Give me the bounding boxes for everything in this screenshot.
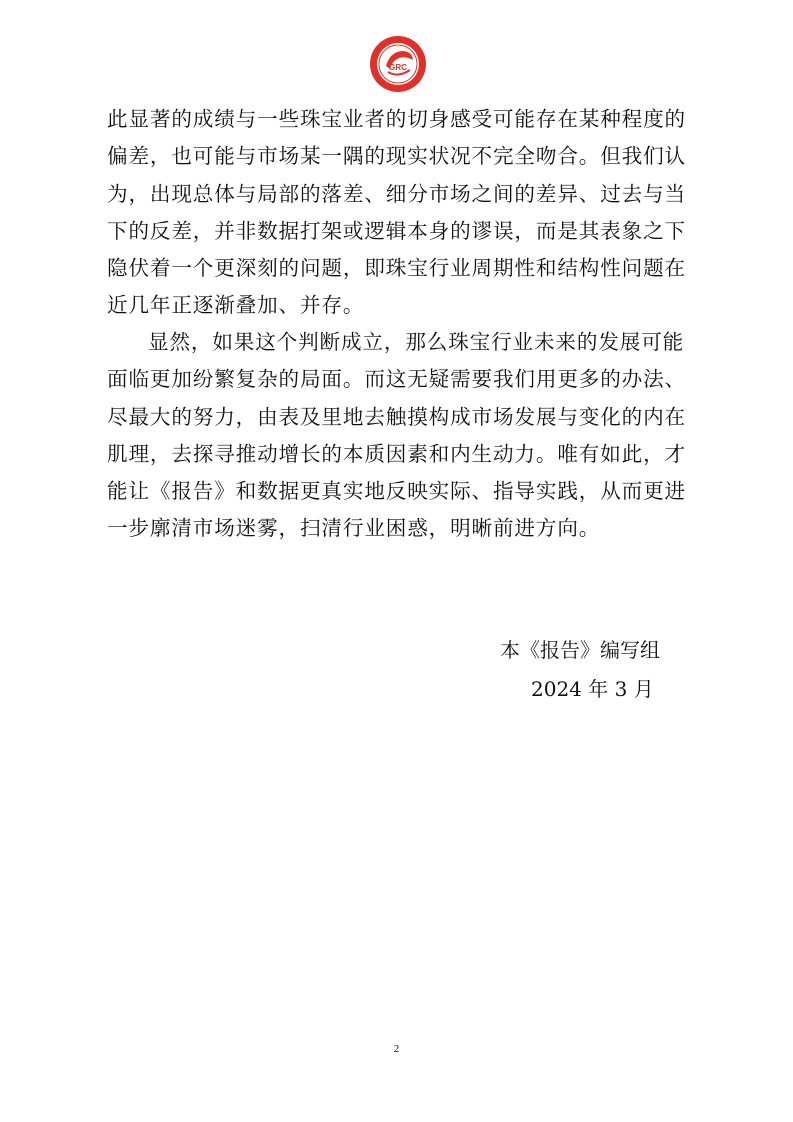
text-line: 面临更加纷繁复杂的局面。而这无疑需要我们用更多的办法、 [107, 367, 686, 391]
text-line: 隐伏着一个更深刻的问题，即珠宝行业周期性和结构性问题在 [107, 256, 686, 280]
text-line: 一步廓清市场迷雾，扫清行业困惑，明晰前进方向。 [107, 516, 601, 540]
page-number: 2 [393, 1043, 400, 1055]
text-line: 近几年正逐渐叠加、并存。 [107, 293, 365, 317]
text-line: 此显著的成绩与一些珠宝业者的切身感受可能存在某种程度的 [107, 107, 686, 131]
text-line: 下的反差，并非数据打架或逻辑本身的谬误，而是其表象之下 [107, 219, 686, 243]
text-line: 能让《报告》和数据更真实地反映实际、指导实践，从而更进 [107, 479, 686, 503]
text-line: 显然，如果这个判断成立，那么珠宝行业未来的发展可能 [148, 330, 685, 354]
signature-date: 2024 年 3 月 [531, 677, 654, 701]
text-line: 尽最大的努力，由表及里地去触摸构成市场发展与变化的内在 [107, 405, 686, 429]
signature-author: 本《报告》编写组 [500, 638, 660, 662]
text-line: 为，出现总体与局部的落差、细分市场之间的差异、过去与当 [107, 182, 686, 206]
grc-seal-icon [368, 34, 428, 94]
text-line: 偏差，也可能与市场某一隅的现实状况不完全吻合。但我们认 [107, 144, 686, 168]
logo-text: GRC [389, 63, 407, 72]
text-line: 肌理，去探寻推动增长的本质因素和内生动力。唯有如此，才 [107, 442, 686, 466]
grc-seal-logo [368, 34, 428, 94]
